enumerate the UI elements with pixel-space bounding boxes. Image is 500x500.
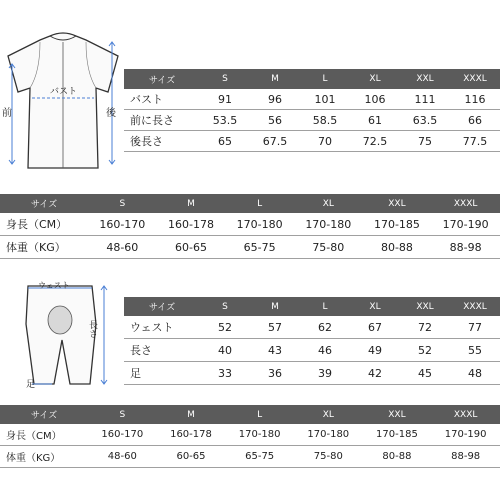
table-cell: 65-75 [225,236,294,259]
back-label: 後 [106,108,116,119]
table-cell: 170-180 [294,213,363,236]
height-weight-table [0,194,500,259]
header-cell: M [250,297,300,316]
table-cell: 170-180 [225,213,294,236]
leg-label: 足 [26,380,36,390]
header-cell: XXL [363,405,432,424]
table-cell: 75 [400,131,450,152]
row-label: バスト [124,89,200,110]
table-cell: 101 [300,89,350,110]
header-cell: XXL [400,69,450,89]
table-cell: 60-65 [157,446,226,468]
front-label: 前 [2,108,12,119]
table-cell: 46 [300,339,350,362]
table-row [124,110,500,131]
row-label: 体重（KG） [0,446,88,468]
waist-label: ウェスト [38,281,70,290]
header-cell: XL [350,69,400,89]
header-cell: XXXL [431,405,500,424]
table-header-row [0,405,500,424]
table-cell: 67.5 [250,131,300,152]
table-cell: 43 [250,339,300,362]
table-row [0,446,500,468]
header-cell: サイズ [124,69,200,89]
table-cell: 58.5 [300,110,350,131]
table-cell: 65-75 [225,446,294,468]
table-cell: 170-185 [363,424,432,446]
table-cell: 88-98 [431,236,500,259]
header-cell: M [157,405,226,424]
table-cell: 75-80 [294,236,363,259]
table-cell: 48 [450,362,500,385]
shorts-illustration [0,276,124,400]
table-cell: 77.5 [450,131,500,152]
chamois-pad [48,306,72,334]
height-weight-table-2 [0,405,500,468]
table-cell: 116 [450,89,500,110]
table-cell: 111 [400,89,450,110]
header-cell: XL [294,405,363,424]
table-cell: 96 [250,89,300,110]
table-cell: 52 [400,339,450,362]
table-row [124,131,500,152]
table-cell: 66 [450,110,500,131]
jersey-size-table [124,69,500,152]
table-cell: 77 [450,316,500,339]
table-cell: 60-65 [157,236,226,259]
header-cell: XXL [400,297,450,316]
table-cell: 48-60 [88,446,157,468]
table-cell: 56 [250,110,300,131]
table-cell: 40 [200,339,250,362]
table-cell: 75-80 [294,446,363,468]
table-cell: 160-178 [157,424,226,446]
header-cell: L [300,69,350,89]
header-cell: XXL [363,194,432,213]
header-cell: XL [350,297,400,316]
table-cell: 160-170 [88,424,157,446]
table-cell: 45 [400,362,450,385]
table-cell: 72.5 [350,131,400,152]
table-cell: 49 [350,339,400,362]
table-cell: 106 [350,89,400,110]
table-cell: 36 [250,362,300,385]
row-label: 後長さ [124,131,200,152]
table-cell: 170-180 [225,424,294,446]
table-header-row [124,69,500,89]
table-cell: 61 [350,110,400,131]
row-label: 身長（CM） [0,424,88,446]
row-label: 長さ [124,339,200,362]
table-cell: 63.5 [400,110,450,131]
header-cell: S [88,194,157,213]
table-row [124,89,500,110]
table-cell: 55 [450,339,500,362]
table-cell: 62 [300,316,350,339]
table-cell: 80-88 [363,446,432,468]
header-cell: サイズ [0,405,88,424]
header-cell: XL [294,194,363,213]
table-row [0,424,500,446]
table-cell: 65 [200,131,250,152]
table-cell: 170-180 [294,424,363,446]
table-cell: 91 [200,89,250,110]
table-cell: 170-190 [431,424,500,446]
header-cell: L [225,405,294,424]
jersey-illustration [0,28,124,178]
table-row [0,236,500,259]
table-cell: 88-98 [431,446,500,468]
header-cell: M [157,194,226,213]
table-cell: 33 [200,362,250,385]
table-cell: 80-88 [363,236,432,259]
table-cell: 52 [200,316,250,339]
table-cell: 42 [350,362,400,385]
header-cell: XXXL [450,297,500,316]
header-cell: M [250,69,300,89]
row-label: 身長（CM） [0,213,88,236]
table-cell: 67 [350,316,400,339]
table-cell: 170-185 [363,213,432,236]
header-cell: L [300,297,350,316]
table-cell: 48-60 [88,236,157,259]
table-header-row [124,297,500,316]
table-cell: 70 [300,131,350,152]
table-row [124,362,500,385]
row-label: 前に長さ [124,110,200,131]
table-cell: 53.5 [200,110,250,131]
table-cell: 72 [400,316,450,339]
table-row [124,339,500,362]
header-cell: S [200,69,250,89]
table-cell: 160-178 [157,213,226,236]
header-cell: S [200,297,250,316]
header-cell: S [88,405,157,424]
table-row [0,213,500,236]
length-label: 長さ [87,320,97,338]
header-cell: サイズ [124,297,200,316]
table-cell: 160-170 [88,213,157,236]
table-cell: 57 [250,316,300,339]
header-cell: サイズ [0,194,88,213]
row-label: ウェスト [124,316,200,339]
table-row [124,316,500,339]
row-label: 体重（KG） [0,236,88,259]
header-cell: XXXL [450,69,500,89]
table-header-row [0,194,500,213]
table-cell: 39 [300,362,350,385]
row-label: 足 [124,362,200,385]
shorts-size-table [124,297,500,385]
header-cell: L [225,194,294,213]
header-cell: XXXL [431,194,500,213]
table-cell: 170-190 [431,213,500,236]
bust-label: バスト [50,87,78,97]
